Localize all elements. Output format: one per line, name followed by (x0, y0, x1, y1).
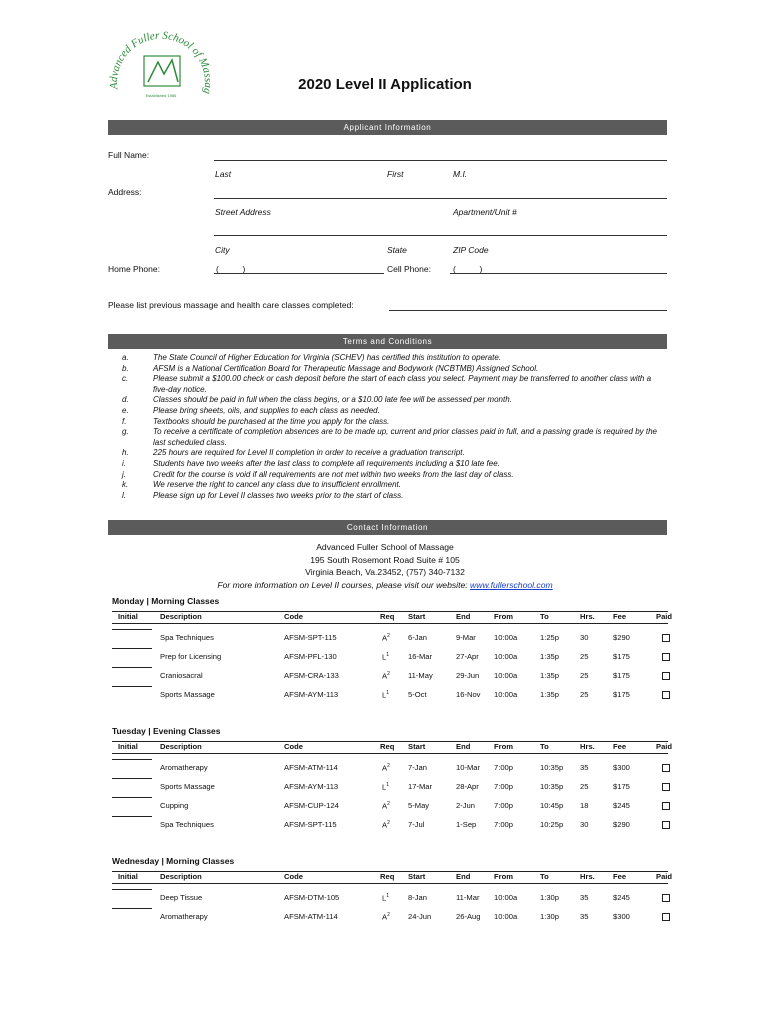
cell-end: 26-Aug (456, 912, 481, 921)
term-item (108, 353, 668, 364)
term-item (108, 448, 668, 459)
table-row (112, 648, 668, 666)
cell-to: 10:45p (540, 801, 564, 810)
initial-field[interactable] (112, 889, 152, 890)
column-header: Fee (613, 742, 627, 751)
section-title: Wednesday | Morning Classes (112, 856, 235, 866)
column-header: Description (160, 872, 202, 881)
applicant-info-bar: Applicant Information (108, 120, 667, 135)
cell-fee: $245 (613, 801, 630, 810)
table-header (112, 741, 673, 754)
term-letter: f. (122, 416, 127, 426)
cell-start: 11-May (408, 671, 433, 680)
cell-from: 10:00a (494, 633, 518, 642)
term-letter: d. (122, 395, 129, 405)
column-header: Req (380, 612, 395, 621)
term-letter: i. (122, 458, 126, 468)
cell-hrs: 30 (580, 633, 589, 642)
cell-hrs: 25 (580, 671, 589, 680)
req-superscript: 1 (386, 893, 390, 899)
paid-checkbox[interactable] (662, 764, 670, 772)
table-row (112, 797, 668, 815)
first-caption: First (387, 169, 404, 179)
table-row (112, 759, 668, 777)
cell-start: 5-May (408, 801, 430, 810)
column-header: Description (160, 612, 202, 621)
cell-desc: Aromatherapy (160, 763, 208, 772)
cell-fee: $245 (613, 893, 630, 902)
cell-hrs: 35 (580, 912, 589, 921)
initial-field[interactable] (112, 816, 152, 817)
column-header: Paid (656, 742, 673, 751)
cell-code: AFSM-PFL-130 (284, 652, 337, 661)
column-header: Fee (613, 872, 627, 881)
cell-desc: Craniosacral (160, 671, 203, 680)
cell-end: 28-Apr (456, 782, 479, 791)
page-title: 2020 Level II Application (298, 76, 472, 93)
column-header: Paid (656, 612, 673, 621)
paid-checkbox[interactable] (662, 634, 670, 642)
cell-req: $L^1$ (382, 690, 390, 700)
cell-start: 6-Jan (408, 633, 427, 642)
more-info-line: For more information on Level II courses, please visit our website: www.fullerschool.com (217, 579, 553, 590)
cell-to: 10:35p (540, 763, 564, 772)
cell-from: 10:00a (494, 690, 518, 699)
term-item (108, 480, 668, 491)
initial-field[interactable] (112, 686, 152, 687)
section-title: Monday | Morning Classes (112, 596, 220, 606)
paid-checkbox[interactable] (662, 653, 670, 661)
cell-req: $A^2$ (382, 801, 390, 811)
cell-desc: Sports Massage (160, 690, 215, 699)
paid-checkbox[interactable] (662, 691, 670, 699)
column-header: Initial (118, 872, 138, 881)
cell-end: 16-Nov (456, 690, 481, 699)
cell-start: 24-Jun (408, 912, 432, 921)
cell-end: 9-Mar (456, 633, 476, 642)
table-row (112, 686, 668, 704)
column-header: Hrs. (580, 872, 595, 881)
full-name-label: Full Name: (108, 150, 150, 160)
table-row (112, 667, 668, 685)
column-header: Start (408, 742, 426, 751)
column-header: Req (380, 742, 395, 751)
initial-field[interactable] (112, 797, 152, 798)
column-header: Fee (613, 612, 627, 621)
table-row (112, 629, 668, 647)
cell-desc: Sports Massage (160, 782, 215, 791)
term-text: The State Council of Higher Education for Virginia (SCHEV) has certified this institution to operate. (153, 353, 502, 362)
website-link[interactable]: www.fullerschool.com (470, 579, 553, 590)
cell-to: 1:35p (540, 671, 560, 680)
mi-caption: M.I. (453, 169, 468, 179)
cell-hrs: 25 (580, 690, 589, 699)
cell-fee: $175 (613, 671, 630, 680)
column-header: Start (408, 612, 426, 621)
cell-from: 7:00p (494, 763, 514, 772)
term-letter: k. (122, 480, 129, 490)
cell-from: 7:00p (494, 801, 514, 810)
cell-desc: Spa Techniques (160, 633, 214, 642)
cell-to: 1:30p (540, 893, 560, 902)
term-text: Please sign up for Level II classes two weeks prior to the start of class. (153, 490, 404, 500)
cell-end: 29-Jun (456, 671, 480, 680)
cell-from: 10:00a (494, 671, 518, 680)
term-item (108, 374, 668, 395)
city-caption: City (215, 245, 230, 255)
cell-code: AFSM-SPT-115 (284, 820, 337, 829)
last-caption: Last (215, 169, 232, 179)
column-header: Req (380, 872, 395, 881)
term-item (108, 417, 668, 428)
table-row (112, 889, 668, 907)
term-letter: j. (122, 469, 126, 479)
term-letter: h. (122, 448, 129, 458)
term-item (108, 406, 668, 417)
term-text: We reserve the right to cancel any class due to insufficient enrollment. (153, 480, 401, 490)
cell-hrs: 35 (580, 893, 589, 902)
term-text: AFSM is a National Certification Board for Therapeutic Massage and Bodywork (NCBTMB) Assigned School. (153, 363, 539, 373)
initial-field[interactable] (112, 667, 152, 668)
column-header: From (494, 872, 513, 881)
cell-hrs: 25 (580, 782, 589, 791)
cell-fee: $175 (613, 652, 630, 661)
contact-info-bar: Contact Information (108, 520, 667, 535)
initial-field[interactable] (112, 648, 152, 649)
cell-phone-label: Cell Phone: (387, 264, 431, 274)
contact-block (0, 541, 770, 591)
column-header: Hrs. (580, 742, 595, 751)
city-state-zip-field[interactable] (214, 235, 667, 236)
cell-end: 1-Sep (456, 820, 477, 829)
school-address: 195 South Rosemont Road Suite # 105 (310, 554, 460, 565)
school-city-phone: Virginia Beach, Va.23452, (757) 340-7132 (305, 567, 465, 578)
cell-code: AFSM-AYM-113 (284, 690, 339, 699)
term-item (108, 491, 668, 502)
cell-start: 5-Oct (408, 690, 427, 699)
cell-req: $A^2$ (382, 820, 390, 830)
term-text: To receive a certificate of completion absences are to be made up, current and prior classes paid in full, and a passing grade is required by the last scheduled class. (153, 427, 657, 447)
term-item (108, 459, 668, 470)
cell-req: $A^2$ (382, 763, 390, 773)
req-superscript: 1 (386, 652, 390, 658)
column-header: Start (408, 872, 426, 881)
school-logo (103, 13, 216, 106)
cell-desc: Deep Tissue (160, 893, 203, 902)
terms-list (108, 353, 668, 501)
cell-start: 7-Jan (408, 763, 427, 772)
cell-req: $L^1$ (382, 652, 390, 662)
cell-end: 27-Apr (456, 652, 479, 661)
cell-start: 7-Jul (408, 820, 425, 829)
cell-to: 1:35p (540, 690, 560, 699)
initial-field[interactable] (112, 629, 152, 630)
cell-from: 7:00p (494, 820, 514, 829)
term-item (108, 364, 668, 375)
paid-checkbox[interactable] (662, 821, 670, 829)
term-item (108, 395, 668, 406)
cell-phone-line (450, 273, 667, 274)
term-text: Textbooks should be purchased at the time you apply for the class. (153, 416, 390, 426)
column-header: From (494, 612, 513, 621)
term-letter: c. (122, 374, 129, 384)
req-superscript: 2 (387, 912, 390, 918)
logo-text: Advanced Fuller School of Massage (103, 13, 215, 95)
cell-to: 1:35p (540, 652, 560, 661)
column-header: Initial (118, 612, 138, 621)
req-superscript: 2 (387, 763, 390, 769)
req-superscript: 2 (387, 633, 390, 639)
cell-desc: Spa Techniques (160, 820, 214, 829)
cell-hrs: 25 (580, 652, 589, 661)
cell-code: AFSM-DTM-105 (284, 893, 340, 902)
cell-req: $A^2$ (382, 671, 390, 681)
term-text: Please bring sheets, oils, and supplies to each class as needed. (153, 405, 380, 415)
term-letter: g. (122, 427, 129, 437)
table-row (112, 778, 668, 796)
cell-end: 2-Jun (456, 801, 475, 810)
cell-req: $A^2$ (382, 633, 390, 643)
cell-req: $A^2$ (382, 912, 390, 922)
full-name-field[interactable] (214, 160, 667, 161)
home-phone-label: Home Phone: (108, 264, 160, 274)
column-header: To (540, 742, 549, 751)
column-header: Code (284, 742, 303, 751)
cell-from: 10:00a (494, 912, 518, 921)
initial-field[interactable] (112, 778, 152, 779)
term-text: 225 hours are required for Level II completion in order to receive a graduation transcript. (153, 448, 465, 458)
cell-end: 11-Mar (456, 893, 480, 902)
column-header: Code (284, 872, 303, 881)
address-label: Address: (108, 187, 142, 197)
column-header: End (456, 872, 471, 881)
column-header: To (540, 612, 549, 621)
cell-desc: Aromatherapy (160, 912, 208, 921)
term-letter: b. (122, 363, 129, 373)
initial-field[interactable] (112, 908, 152, 909)
initial-field[interactable] (112, 759, 152, 760)
cell-code: AFSM-SPT-115 (284, 633, 337, 642)
column-header: Initial (118, 742, 138, 751)
req-superscript: 2 (387, 671, 390, 677)
cell-phone-field[interactable]: ( ) (453, 264, 483, 274)
term-letter: e. (122, 405, 129, 415)
cell-to: 10:35p (540, 782, 564, 791)
cell-code: AFSM-CRA-133 (284, 671, 339, 680)
table-header (112, 611, 673, 624)
cell-hrs: 30 (580, 820, 589, 829)
apt-caption: Apartment/Unit # (453, 207, 517, 217)
column-header: Hrs. (580, 612, 595, 621)
cell-from: 10:00a (494, 652, 518, 661)
cell-code: AFSM-ATM-114 (284, 763, 338, 772)
paid-checkbox[interactable] (662, 913, 670, 921)
cell-req: $L^1$ (382, 782, 390, 792)
cell-code: AFSM-AYM-113 (284, 782, 339, 791)
cell-fee: $290 (613, 820, 630, 829)
paid-checkbox[interactable] (662, 802, 670, 810)
req-superscript: 2 (387, 820, 390, 826)
table-header (112, 871, 673, 884)
cell-start: 16-Mar (408, 652, 433, 661)
term-text: Please submit a $100.00 check or cash deposit before the start of each class you select. Payment may be transferred to another class with a five-day notice. (153, 374, 652, 394)
paid-checkbox[interactable] (662, 783, 670, 791)
section-title: Tuesday | Evening Classes (112, 726, 221, 736)
column-header: From (494, 742, 513, 751)
term-item (108, 470, 668, 481)
cell-desc: Prep for Licensing (160, 652, 222, 661)
req-superscript: 1 (386, 782, 390, 788)
street-address-field[interactable] (214, 198, 667, 199)
cell-to: 10:25p (540, 820, 564, 829)
home-phone-field[interactable]: ( ) (216, 264, 246, 274)
term-item (108, 427, 668, 448)
street-caption: Street Address (215, 207, 271, 217)
previous-classes-field[interactable] (389, 310, 667, 311)
column-header: To (540, 872, 549, 881)
req-superscript: 2 (387, 801, 390, 807)
cell-code: AFSM-ATM-114 (284, 912, 338, 921)
cell-hrs: 35 (580, 763, 589, 772)
table-row (112, 908, 668, 926)
previous-classes-label: Please list previous massage and health care classes completed: (108, 300, 354, 310)
paid-checkbox[interactable] (662, 894, 670, 902)
req-superscript: 1 (386, 690, 390, 696)
term-text: Credit for the course is void if all requirements are not met within two weeks from the last day of class. (153, 469, 514, 479)
cell-to: 1:25p (540, 633, 560, 642)
cell-desc: Cupping (160, 801, 189, 810)
terms-bar: Terms and Conditions (108, 334, 667, 349)
term-text: Classes should be paid in full when the class begins, or a $10.00 late fee will be assessed per month. (153, 395, 512, 405)
cell-fee: $300 (613, 763, 630, 772)
cell-code: AFSM-CUP-124 (284, 801, 339, 810)
state-caption: State (387, 245, 407, 255)
cell-fee: $290 (613, 633, 630, 642)
column-header: End (456, 612, 471, 621)
term-text: Students have two weeks after the last class to complete all requirements including a $10 late fee. (153, 458, 500, 468)
cell-end: 10-Mar (456, 763, 481, 772)
term-letter: a. (122, 353, 129, 362)
cell-from: 10:00a (494, 893, 518, 902)
column-header: End (456, 742, 471, 751)
cell-fee: $175 (613, 782, 630, 791)
cell-start: 17-Mar (408, 782, 433, 791)
column-header: Code (284, 612, 303, 621)
cell-start: 8-Jan (408, 893, 427, 902)
paid-checkbox[interactable] (662, 672, 670, 680)
school-name: Advanced Fuller School of Massage (316, 542, 454, 552)
cell-req: $L^1$ (382, 893, 390, 903)
cell-fee: $175 (613, 690, 630, 699)
cell-fee: $300 (613, 912, 630, 921)
logo-subtext: Established 1986 (145, 93, 177, 98)
zip-caption: ZIP Code (453, 245, 489, 255)
column-header: Paid (656, 872, 673, 881)
cell-to: 1:30p (540, 912, 560, 921)
table-row (112, 816, 668, 834)
term-letter: l. (122, 490, 126, 500)
cell-hrs: 18 (580, 801, 589, 810)
column-header: Description (160, 742, 202, 751)
cell-from: 7:00p (494, 782, 514, 791)
home-phone-line (214, 273, 384, 274)
